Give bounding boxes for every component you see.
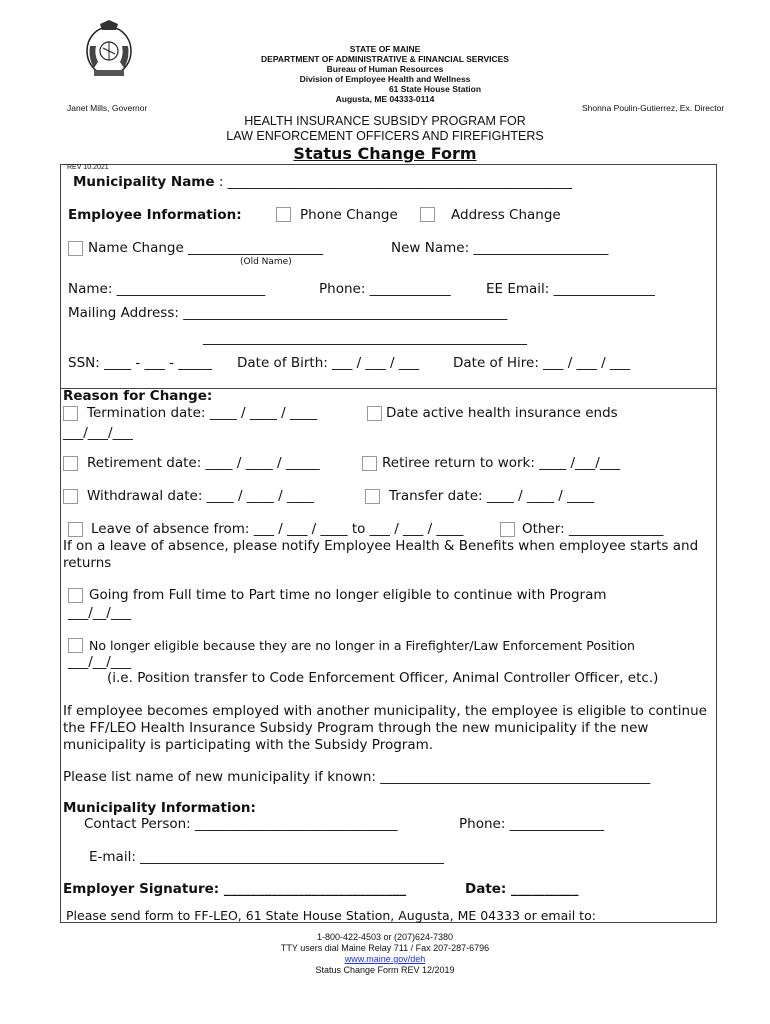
name-field[interactable]: Name: ______________________: [68, 281, 266, 297]
header-station: 61 State House Station: [388, 84, 482, 94]
termination-checkbox[interactable]: [63, 406, 78, 421]
other-field[interactable]: Other: ______________: [522, 521, 664, 537]
header-state: STATE OF MAINE: [349, 44, 421, 54]
address-change-label: Address Change: [451, 207, 561, 223]
employee-info-label: Employee Information:: [68, 207, 242, 223]
municipality-phone-field[interactable]: Phone: ______________: [459, 816, 605, 832]
state-seal: [82, 18, 136, 80]
fulltime-to-parttime-date[interactable]: ___/__/___: [68, 605, 132, 621]
new-municipality-name-field[interactable]: Please list name of new municipality if known: ________________________________________: [63, 769, 651, 785]
phone-change-label: Phone Change: [300, 207, 398, 223]
other-checkbox[interactable]: [500, 522, 515, 537]
retiree-return-field[interactable]: Retiree return to work: ____ /___/___: [382, 455, 621, 471]
contact-person-field[interactable]: Contact Person: ______________________________: [84, 816, 398, 832]
header-division: Division of Employee Health and Wellness: [299, 74, 471, 84]
phone-change-checkbox[interactable]: [276, 207, 291, 222]
leave-of-absence-checkbox[interactable]: [68, 522, 83, 537]
old-name-caption: (Old Name): [240, 257, 292, 267]
title-line-1: HEALTH INSURANCE SUBSIDY PROGRAM FOR: [244, 114, 526, 128]
new-municipality-note: If employee becomes employed with another municipality, the employee is eligible to continue the FF/LEO Health Insurance Subsidy Program through the new municipality if the new municipality is participating with the Subsidy Program.: [63, 703, 707, 753]
rev-label: REV 10.2021: [67, 164, 109, 171]
leave-of-absence-field[interactable]: Leave of absence from: ___ / ___ / ____ to ___ / ___ / ____: [91, 521, 464, 537]
name-change-checkbox[interactable]: [68, 241, 83, 256]
address-change-checkbox[interactable]: [420, 207, 435, 222]
retirement-checkbox[interactable]: [63, 456, 78, 471]
municipality-info-label: Municipality Information:: [63, 800, 256, 816]
phone-field[interactable]: Phone: ____________: [319, 281, 451, 297]
municipality-email-field[interactable]: E-mail: _____________________________________________: [89, 849, 444, 865]
municipality-name-label: Municipality Name: [73, 174, 215, 190]
termination-date-line-2[interactable]: ___/___/___: [63, 425, 133, 441]
name-change-field[interactable]: Name Change ____________________: [88, 240, 324, 256]
title-line-2: LAW ENFORCEMENT OFFICERS AND FIREFIGHTERS: [226, 129, 544, 143]
footer-tty: TTY users dial Maine Relay 711 / Fax 207-287-6796: [280, 943, 490, 953]
date-of-hire-field[interactable]: Date of Hire: ___ / ___ / ___: [453, 355, 631, 371]
header-department: DEPARTMENT OF ADMINISTRATIVE & FINANCIAL SERVICES: [261, 54, 509, 64]
retiree-return-checkbox[interactable]: [362, 456, 377, 471]
date-of-birth-field[interactable]: Date of Birth: ___ / ___ / ___: [237, 355, 420, 371]
active-insurance-ends-label: Date active health insurance ends: [386, 405, 618, 421]
ssn-field[interactable]: SSN: ____ - ___ - _____: [68, 355, 212, 371]
no-longer-eligible-label: No longer eligible because they are no longer in a Firefighter/Law Enforcement Position: [89, 638, 635, 653]
header-city: Augusta, ME 04333-0114: [335, 94, 435, 104]
footer-url-link[interactable]: www.maine.gov/deh: [344, 954, 426, 964]
footer-phone: 1-800-422-4503 or (207)624-7380: [316, 932, 454, 942]
form-title: Status Change Form: [293, 144, 477, 163]
employer-signature-field[interactable]: Employer Signature: ___________________________: [63, 881, 407, 897]
no-longer-eligible-checkbox[interactable]: [68, 638, 83, 653]
active-insurance-ends-checkbox[interactable]: [367, 406, 382, 421]
transfer-date-field[interactable]: Transfer date: ____ / ____ / ____: [389, 488, 595, 504]
fulltime-to-parttime-checkbox[interactable]: [68, 588, 83, 603]
ee-email-field[interactable]: EE Email: _______________: [486, 281, 655, 297]
municipality-name-field[interactable]: [73, 174, 572, 190]
header-bureau: Bureau of Human Resources: [326, 64, 444, 74]
footer-url-wrap: [0, 954, 770, 964]
governor-name: Janet Mills, Governor: [67, 103, 148, 113]
footer-rev: Status Change Form REV 12/2019: [315, 965, 455, 975]
position-transfer-note: (i.e. Position transfer to Code Enforcement Officer, Animal Controller Officer, etc.): [107, 670, 659, 686]
leave-note: If on a leave of absence, please notify Employee Health & Benefits when employee starts and returns: [63, 538, 699, 571]
mailing-address-field[interactable]: Mailing Address: ________________________________________________: [68, 305, 508, 321]
mailing-address-line-2[interactable]: ________________________________________________: [203, 330, 527, 346]
transfer-checkbox[interactable]: [365, 489, 380, 504]
municipality-name-line: : ___________________________________________________: [214, 174, 572, 190]
fulltime-to-parttime-label: Going from Full time to Part time no longer eligible to continue with Program: [89, 587, 607, 603]
retirement-date-field[interactable]: Retirement date: ____ / ____ / _____: [87, 455, 320, 471]
reason-label: Reason for Change:: [63, 388, 213, 404]
withdrawal-date-field[interactable]: Withdrawal date: ____ / ____ / ____: [87, 488, 314, 504]
signature-date-field[interactable]: Date: __________: [465, 881, 579, 897]
send-instructions: Please send form to FF-LEO, 61 State House Station, Augusta, ME 04333 or email to:: [66, 908, 596, 923]
director-name: Shonna Poulin-Gutierrez, Ex. Director: [582, 103, 725, 113]
no-longer-eligible-date[interactable]: ___/__/___: [68, 654, 132, 670]
new-name-field[interactable]: New Name: ____________________: [391, 240, 609, 256]
withdrawal-checkbox[interactable]: [63, 489, 78, 504]
termination-date-field[interactable]: Termination date: ____ / ____ / ____: [87, 405, 317, 421]
